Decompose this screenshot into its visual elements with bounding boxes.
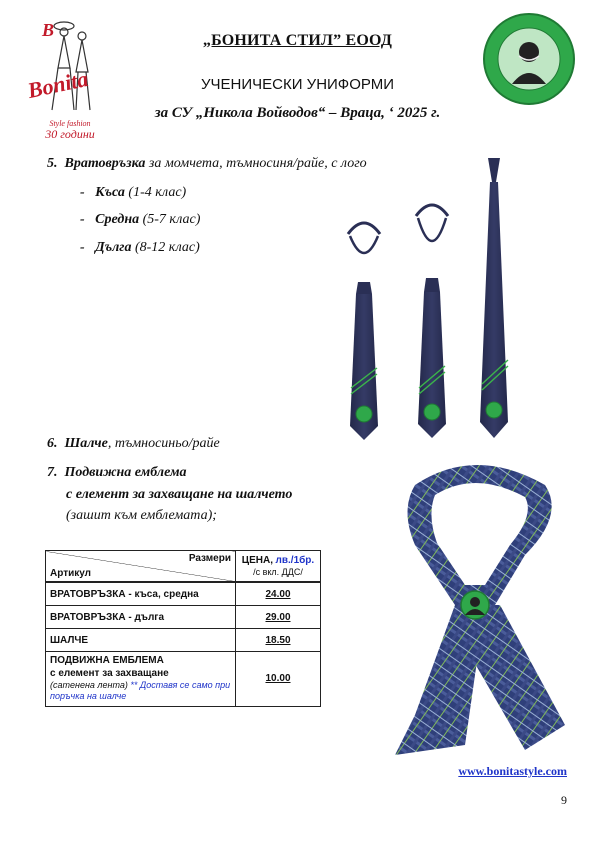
company-name: „БОНИТА СТИЛ” ЕООД [202, 32, 393, 49]
logo-years: 30 години [45, 127, 95, 142]
row-price: 10.00 [236, 652, 321, 707]
item-emblem-line2 [66, 487, 292, 503]
school-line: за СУ „Никола Войводов“ – Враца, ‘ 2025 г. [154, 105, 441, 121]
item-tie-number: 5. [47, 156, 58, 171]
table-header-row [46, 551, 321, 583]
item-tie-name: Вратовръзка [64, 156, 146, 171]
row-price: 29.00 [236, 606, 321, 629]
bullet: - [80, 240, 85, 255]
item-emblem-name: Подвижна емблема [64, 465, 187, 480]
document-subtitle: УЧЕНИЧЕСКИ УНИФОРМИ [201, 76, 394, 93]
table-row [46, 629, 321, 652]
emblem-note: (сатенена лента) [50, 680, 128, 690]
item-scarf [47, 436, 220, 452]
header-vat: /с вкл. ДДС/ [253, 566, 303, 577]
header-price-unit: лв./1бр. [275, 554, 315, 566]
header-price-label: ЦЕНА, [241, 554, 273, 566]
logo-tagline: Style fashion [49, 119, 91, 128]
item-emblem [47, 465, 187, 481]
row-label: ВРАТОВРЪЗКА - къса, средна [46, 582, 236, 606]
bullet: - [80, 212, 85, 227]
scarf-photo [375, 455, 575, 755]
emblem-label: ПОДВИЖНА ЕМБЛЕМА [50, 655, 164, 666]
item-emblem-number: 7. [47, 465, 58, 480]
table-row [46, 582, 321, 606]
variant-name: Къса [95, 185, 125, 200]
school-seal-icon [482, 12, 576, 106]
variant-range: (8-12 клас) [134, 240, 200, 255]
ties-photo [336, 152, 516, 442]
table-row [46, 652, 321, 707]
item-tie [47, 156, 367, 172]
item-tie-desc: за момчета, тъмносиня/райе, с лого [148, 156, 367, 171]
table-row [46, 606, 321, 629]
header-article: Артикул [50, 568, 92, 579]
header-cell-price [236, 551, 321, 583]
bullet: - [80, 185, 85, 200]
row-price: 24.00 [236, 582, 321, 606]
tie-variant-short [80, 185, 186, 201]
page-number: 9 [561, 793, 567, 807]
item-scarf-name: Шалче [64, 436, 108, 451]
item-scarf-number: 6. [47, 436, 58, 451]
row-price: 18.50 [236, 629, 321, 652]
header-sizes: Размери [188, 553, 231, 564]
row-label: ШАЛЧЕ [46, 629, 236, 652]
svg-text:Bonita: Bonita [25, 65, 91, 104]
logo-subtitle [30, 120, 110, 141]
emblem-label-2: с елемент за захващане [50, 667, 169, 679]
variant-name: Дълга [95, 240, 132, 255]
item-emblem-line3 [66, 508, 217, 524]
website-link[interactable]: www.bonitastyle.com [458, 764, 567, 778]
row-label: ВРАТОВРЪЗКА - дълга [46, 606, 236, 629]
item-scarf-desc: , тъмносиньо/райе [107, 436, 220, 451]
emblem-line2-text: с елемент за захващане на шалчето [66, 487, 293, 502]
svg-text:B: B [42, 20, 55, 40]
tie-variant-long [80, 240, 200, 256]
price-table [45, 550, 321, 707]
variant-range: (5-7 клас) [142, 212, 201, 227]
emblem-line3-text: (зашит към емблемата); [66, 508, 217, 523]
variant-range: (1-4 клас) [128, 185, 187, 200]
header-cell-article [46, 551, 236, 583]
tie-variant-medium [80, 212, 200, 228]
row-label-emblem [46, 652, 236, 707]
variant-name: Средна [95, 212, 140, 227]
emblem-delivery-note: ** Доставя се само при поръчка на шалче [50, 680, 231, 702]
